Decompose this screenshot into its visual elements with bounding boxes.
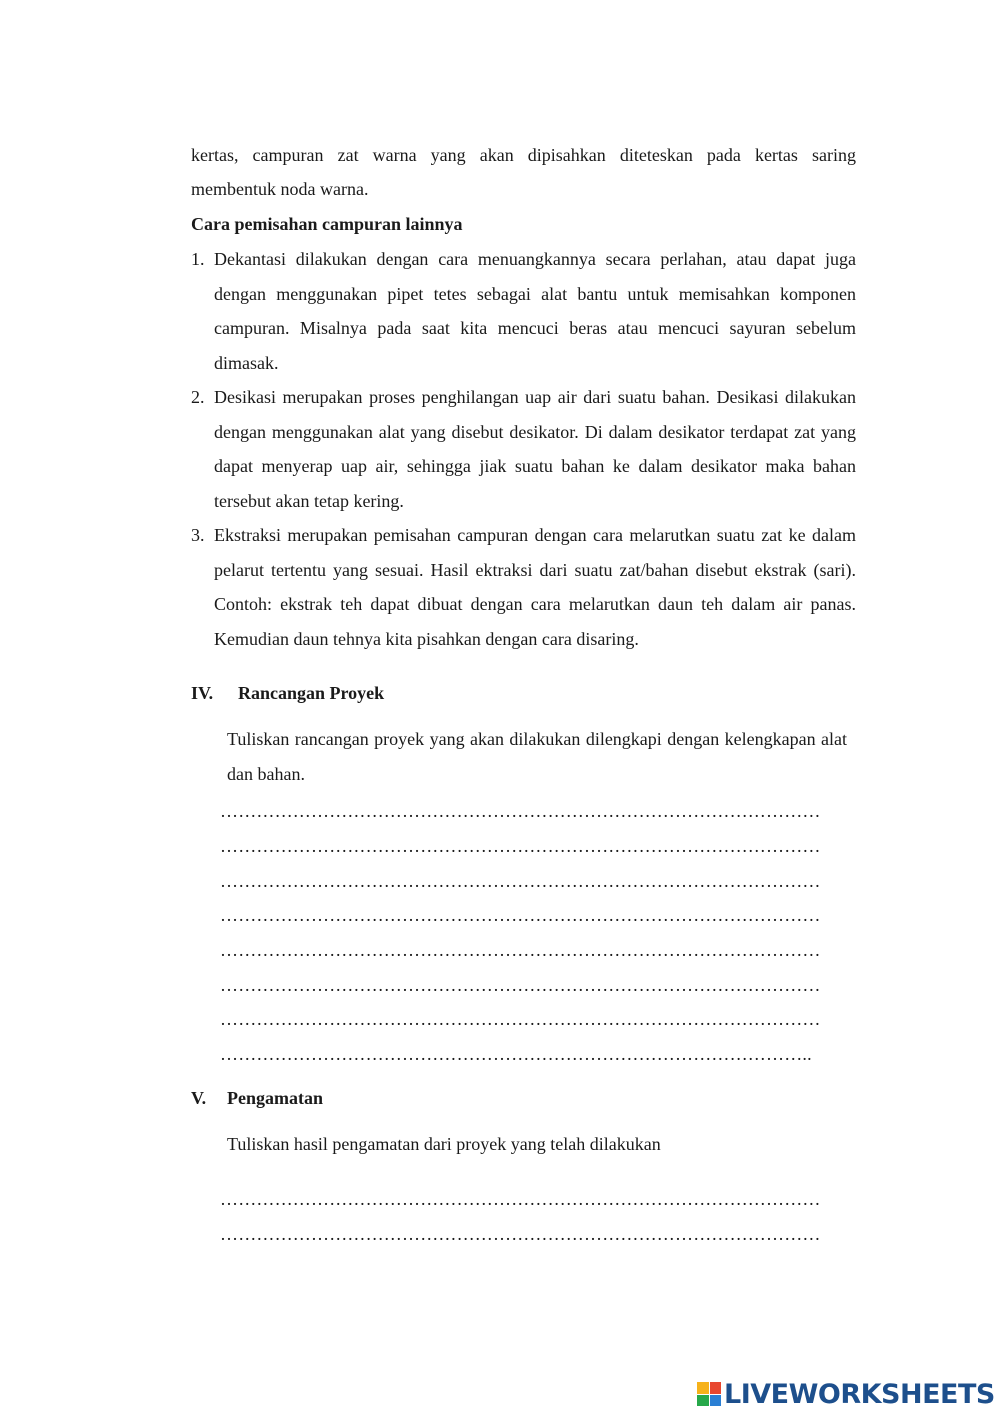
- section-4-number: IV.: [191, 683, 214, 703]
- intro-paragraph-line-1: kertas, campuran zat warna yang akan dipisahkan diteteskan pada kertas saring: [191, 145, 856, 165]
- answer-line[interactable]: ………………………………………………………………………………………: [220, 975, 821, 995]
- answer-line[interactable]: ………………………………………………………………………………………: [220, 1224, 821, 1244]
- list-number: 1.: [191, 249, 205, 269]
- liveworksheets-logo-text: LIVEWORKSHEETS: [724, 1378, 995, 1410]
- answer-line[interactable]: ………………………………………………………………………………………: [220, 836, 821, 856]
- liveworksheets-logo: [697, 1377, 995, 1411]
- answer-line[interactable]: ………………………………………………………………………………………: [220, 1189, 821, 1209]
- answer-line[interactable]: ………………………………………………………………………………………: [220, 801, 821, 821]
- section-5-heading: [191, 1086, 323, 1110]
- section-5-number: V.: [191, 1088, 207, 1108]
- section-title: Cara pemisahan campuran lainnya: [191, 214, 463, 234]
- section-4-title: Rancangan Proyek: [238, 683, 385, 703]
- section-5-title: Pengamatan: [227, 1088, 323, 1108]
- answer-line[interactable]: ………………………………………………………………………………………: [220, 871, 821, 891]
- list-text: Desikasi merupakan proses penghilangan uap air dari suatu bahan. Desikasi dilakukan dengan menggunakan alat yang disebut desikator. Di dalam desikator terdapat zat yang dapat menyerap uap air, sehingga jiak suatu bahan ke dalam desikator maka bahan tersebut akan tetap kering.: [214, 387, 856, 511]
- answer-line[interactable]: ………………………………………………………………………………………: [220, 905, 821, 925]
- section-5-instruction: Tuliskan hasil pengamatan dari proyek yang telah dilakukan: [227, 1134, 661, 1154]
- list-item-desikasi: [191, 380, 856, 518]
- list-number: 2.: [191, 387, 205, 407]
- list-text: Dekantasi dilakukan dengan cara menuangkannya secara perlahan, atau dapat juga dengan menggunakan pipet tetes sebagai alat bantu untuk memisahkan komponen campuran. Misalnya pada saat kita mencuci beras atau mencuci sayuran sebelum dimasak.: [214, 249, 856, 373]
- section-4-heading: [191, 681, 384, 705]
- section-4-instruction: Tuliskan rancangan proyek yang akan dilakukan dilengkapi dengan kelengkapan alat dan bahan.: [227, 729, 847, 784]
- answer-line[interactable]: ………………………………………………………………………………………: [220, 940, 821, 960]
- list-item-ekstraksi: [191, 518, 856, 656]
- liveworksheets-logo-icon: [697, 1382, 721, 1406]
- list-item-dekantasi: [191, 242, 856, 380]
- list-number: 3.: [191, 525, 205, 545]
- intro-paragraph-line-2: membentuk noda warna.: [191, 179, 369, 199]
- list-text: Ekstraksi merupakan pemisahan campuran dengan cara melarutkan suatu zat ke dalam pelarut tertentu yang sesuai. Hasil ektraksi dari suatu zat/bahan disebut ekstrak (sari). Contoh: ekstrak teh dapat dibuat dengan cara melarutkan daun teh dalam air panas. Kemudian daun tehnya kita pisahkan dengan cara disaring.: [214, 525, 856, 649]
- answer-line[interactable]: ………………………………………………………………………………………: [220, 1009, 821, 1029]
- answer-line[interactable]: ……………………………………………………………………………………..: [220, 1044, 812, 1064]
